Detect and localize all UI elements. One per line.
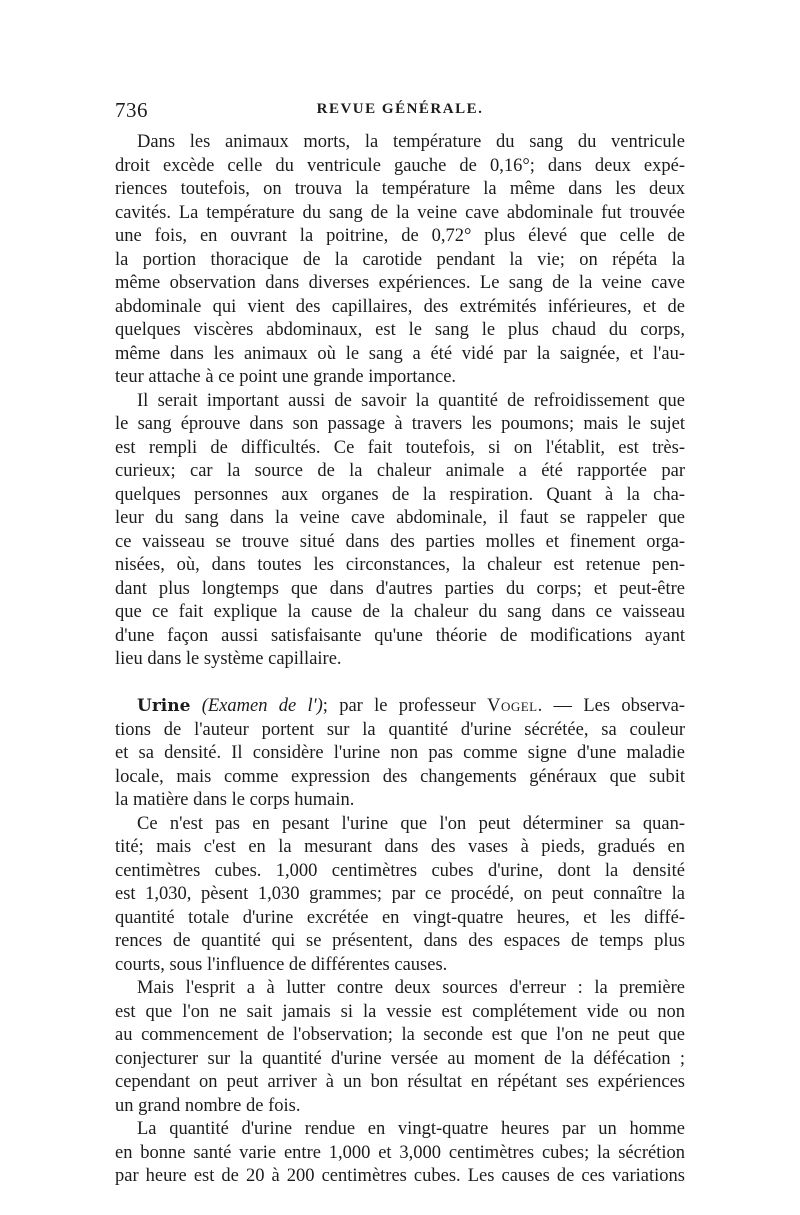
text-line: riences toutefois, on trouva la température la même dans les deux xyxy=(115,179,685,199)
paragraph-blood-temperature xyxy=(115,131,685,390)
text-line: même observation dans diverses expériences. Le sang de la veine cave xyxy=(115,273,685,293)
text-line: lieu dans le système capillaire. xyxy=(115,649,342,669)
text-line: est rempli de difficultés. Ce fait toutefois, si on l'établit, est très- xyxy=(115,437,685,458)
text-line: locale, mais comme expression des changements généraux que subit xyxy=(115,766,685,787)
page-number: 736 xyxy=(115,98,148,122)
paragraph-lung-cooling xyxy=(115,390,685,672)
section-subtitle: (Examen de l') xyxy=(201,696,323,716)
text-line: courts, sous l'influence de différentes causes. xyxy=(115,954,448,975)
text-line: cavités. La température du sang de la veine cave abdominale fut trouvée xyxy=(115,202,685,223)
text-line: la portion thoracique de la carotide pendant la vie; on répéta la xyxy=(115,249,685,270)
section-first-line-tail: . — Les observa- xyxy=(537,696,685,716)
text-line: et sa densité. Il considère l'urine non pas comme signe d'une maladie xyxy=(115,743,685,763)
section-gap xyxy=(115,672,685,696)
text-line: est 1,030, pèsent 1,030 grammes; par ce procédé, on peut connaître la xyxy=(115,884,685,904)
section-first-line xyxy=(115,695,685,719)
text-line: dant plus longtemps que dans d'autres parties du corps; et peut-être xyxy=(115,578,685,599)
running-head xyxy=(115,98,685,124)
text-line: tité; mais c'est en la mesurant dans des vases à pieds, gradués en xyxy=(115,837,685,857)
text-line: teur attache à ce point une grande importance. xyxy=(115,367,457,387)
text-line: par heure est de 20 à 200 centimètres cubes. Les causes de ces variations xyxy=(115,1166,685,1186)
text-line: d'une façon aussi satisfaisante qu'une théorie de modifications ayant xyxy=(115,625,685,646)
journal-title: REVUE GÉNÉRALE. xyxy=(316,101,484,117)
section-urine xyxy=(115,695,685,813)
text-line: quelques personnes aux organes de la respiration. Quant à la cha- xyxy=(115,484,685,505)
section-byline: ; par le professeur xyxy=(322,696,488,716)
text-line: nisées, où, dans toutes les circonstances, la chaleur est retenue pen- xyxy=(115,555,685,575)
text-line: ce vaisseau se trouve situé dans des parties molles et finement orga- xyxy=(115,531,685,552)
text-line: Mais l'esprit a à lutter contre deux sources d'erreur : la première xyxy=(137,978,685,998)
paragraph-sources-of-error xyxy=(115,977,685,1118)
text-line: la matière dans le corps humain. xyxy=(115,790,355,810)
section-headword: Urine xyxy=(137,696,191,716)
text-line: au commencement de l'observation; la seconde est que l'on ne peut que xyxy=(115,1025,685,1045)
text-line: curieux; car la source de la chaleur animale a été rapportée par xyxy=(115,461,685,481)
text-line: centimètres cubes. 1,000 centimètres cubes d'urine, dont la densité xyxy=(115,860,685,881)
text-line: tions de l'auteur portent sur la quantité d'urine sécrétée, sa couleur xyxy=(115,719,685,740)
text-line: abdominale qui vient des capillaires, des extrémités inférieures, et de xyxy=(115,296,685,317)
text-line: une fois, en ouvrant la poitrine, de 0,72° plus élevé que celle de xyxy=(115,226,685,246)
text-line: Ce n'est pas en pesant l'urine que l'on peut déterminer sa quan- xyxy=(137,813,685,834)
text-line: rences de quantité qui se présentent, dans des espaces de temps plus xyxy=(115,931,685,951)
text-line: quantité totale d'urine excrétée en vingt-quatre heures, et les diffé- xyxy=(115,907,685,928)
text-line: en bonne santé varie entre 1,000 et 3,000 centimètres cubes; la sécrétion xyxy=(115,1142,685,1163)
text-line: même dans les animaux où le sang a été vidé par la saignée, et l'au- xyxy=(115,343,685,364)
paragraph-measurement xyxy=(115,813,685,978)
text-line: Il serait important aussi de savoir la quantité de refroidissement que xyxy=(137,390,685,411)
text-line: un grand nombre de fois. xyxy=(115,1095,301,1116)
text-line: que ce fait explique la cause de la chaleur du sang dans ce vaisseau xyxy=(115,602,685,622)
paragraph-daily-quantity xyxy=(115,1118,685,1189)
text-line: Dans les animaux morts, la température du sang du ventricule xyxy=(137,132,685,152)
text-line: conjecturer sur la quantité d'urine versée au moment de la défécation ; xyxy=(115,1048,685,1069)
text-line: est que l'on ne sait jamais si la vessie est complétement vide ou non xyxy=(115,1001,685,1022)
text-line: leur du sang dans la veine cave abdominale, il faut se rappeler que xyxy=(115,508,685,528)
text-column xyxy=(115,131,685,1189)
text-line: La quantité d'urine rendue en vingt-quatre heures par un homme xyxy=(137,1119,685,1139)
text-line: droit excède celle du ventricule gauche de 0,16°; dans deux expé- xyxy=(115,155,685,176)
text-line: cependant on peut arriver à un bon résultat en répétant ses expériences xyxy=(115,1072,685,1092)
section-author: Vogel xyxy=(487,696,538,716)
text-line: quelques viscères abdominaux, est le sang le plus chaud du corps, xyxy=(115,320,685,340)
text-line: le sang éprouve dans son passage à travers les poumons; mais le sujet xyxy=(115,414,685,434)
